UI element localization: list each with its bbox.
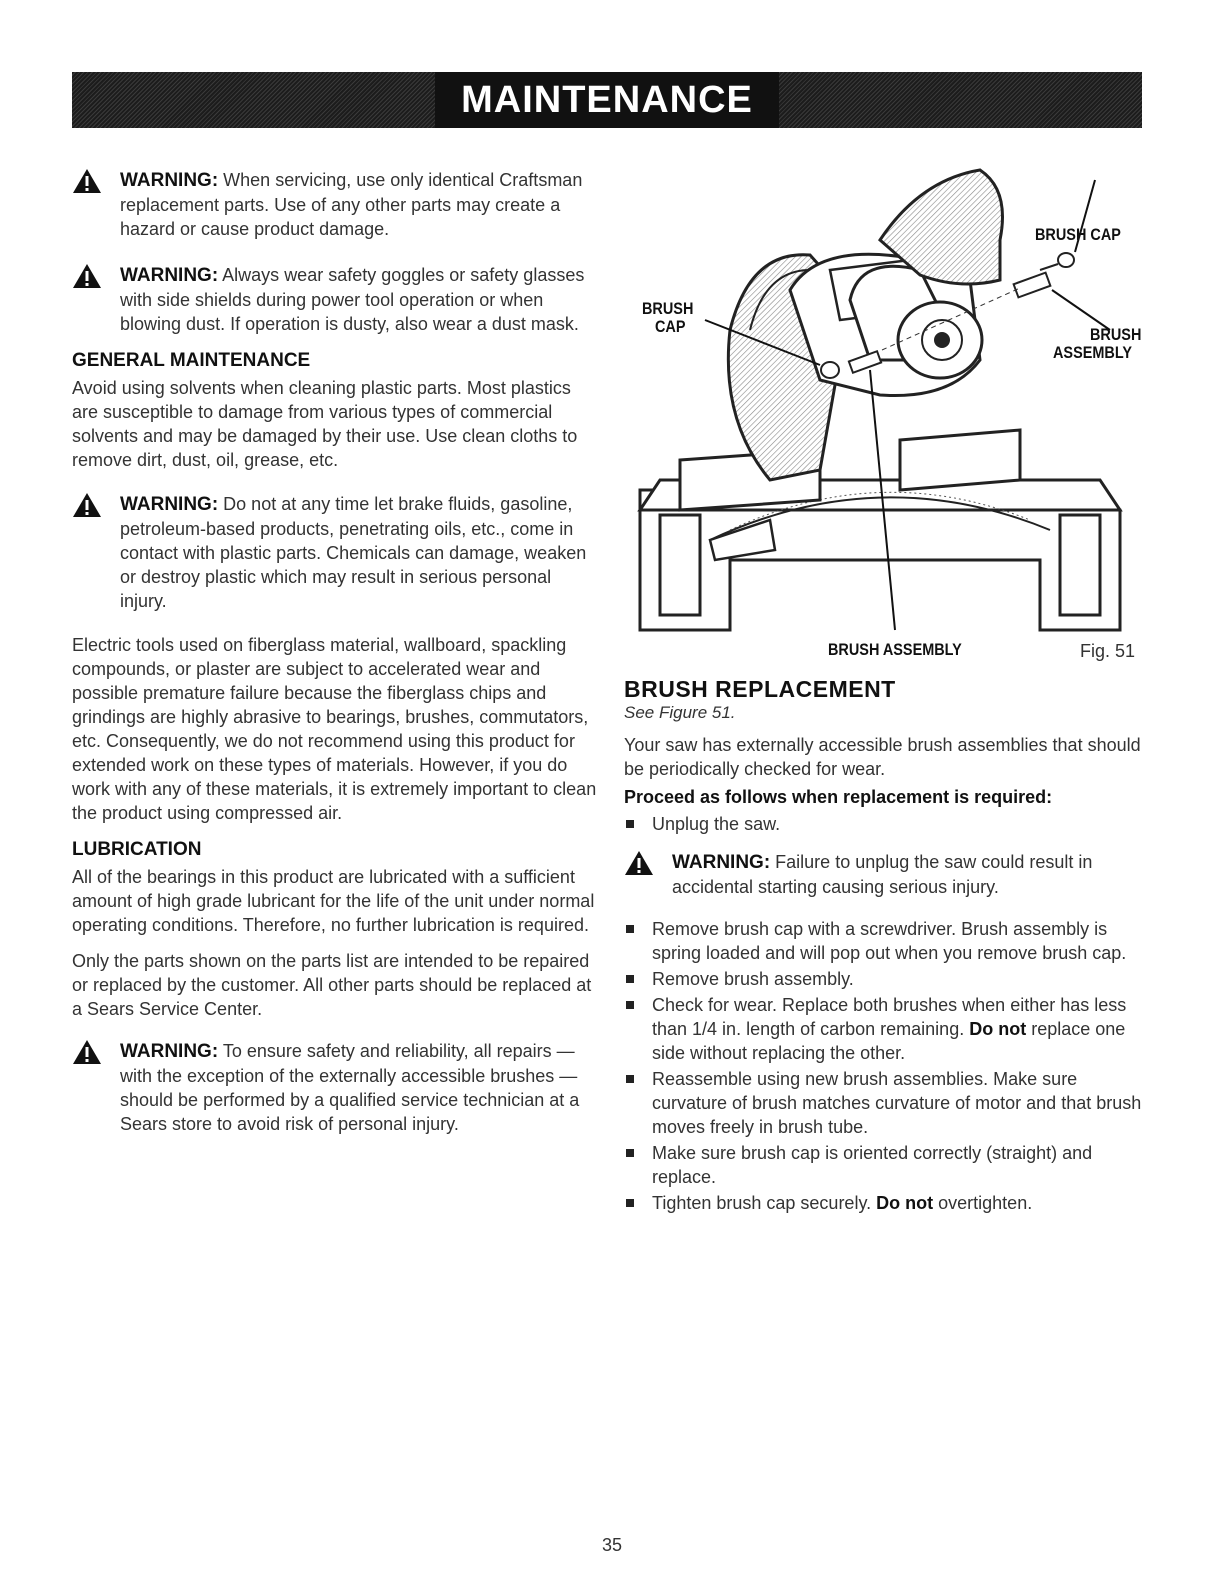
warning-unplug — [624, 850, 1149, 899]
proceed-instructions: Proceed as follows when replacement is required: — [624, 787, 1053, 807]
label-brush-cap-top: BRUSH CAP — [1035, 225, 1121, 244]
right-column — [624, 676, 1149, 1217]
page-title: MAINTENANCE — [435, 72, 779, 128]
warning-replacement-parts — [72, 168, 597, 241]
bullet-square-icon — [626, 820, 634, 828]
bullet-square-icon — [626, 1149, 634, 1157]
brush-intro-text: Your saw has externally accessible brush assemblies that should be periodically checked for wear. — [624, 735, 1141, 779]
warning-text: When servicing, use only identical Craftsman replacement parts. Use of any other parts may create a hazard or cause product damage. — [120, 170, 583, 239]
page-number: 35 — [601, 1535, 623, 1555]
list-item: Check for wear. Replace both brushes when either has less than 1/4 in. length of carbon remaining. Do not replace one side without replacing the other. — [624, 993, 1149, 1065]
list-item: Unplug the saw. — [624, 812, 1149, 836]
warning-text: To ensure safety and reliability, all repairs — with the exception of the externally accessible brushes — should be performed by a qualified service technician at a Sears store to avoid risk of personal injury. — [120, 1041, 580, 1134]
brush-replacement-heading: BRUSH REPLACEMENT — [624, 676, 896, 702]
general-maintenance-text: Avoid using solvents when cleaning plastic parts. Most plastics are susceptible to damage from various types of commercial solvents and may be damaged by their use. Use clean cloths to remove dirt, dust, oil, grease, etc. — [72, 378, 578, 470]
left-column — [72, 168, 597, 1136]
lubrication-text: All of the bearings in this product are lubricated with a sufficient amount of high grade lubricant for the life of the unit under normal operating conditions. Therefore, no further lubrication is required. — [72, 867, 595, 935]
warning-text: Always wear safety goggles or safety glasses with side shields during power tool operation or when blowing dust. If operation is dusty, also wear a dust mask. — [120, 265, 585, 334]
warning-text: Failure to unplug the saw could result in accidental starting causing serious injury. — [672, 852, 1093, 897]
bullet-square-icon — [626, 1199, 634, 1207]
label-brush-assembly-right-line2: ASSEMBLY — [1053, 343, 1132, 362]
figure-number: Fig. 51 — [1080, 641, 1136, 661]
general-maintenance-heading: GENERAL MAINTENANCE — [72, 350, 311, 371]
list-item: Tighten brush cap securely. Do not overtighten. — [624, 1191, 1149, 1215]
fiberglass-text: Electric tools used on fiberglass material, wallboard, spackling compounds, or plaster are subject to accelerated wear and possible premature failure because the fiberglass chips and grindings are highly abrasive to bearings, brushes, commutators, etc. Consequently, we do not recommend using this product for extended work on these types of materials. However, if you do work with any of these materials, it is extremely important to clean the product using compressed air. — [72, 635, 597, 823]
bullet-square-icon — [626, 1075, 634, 1083]
section-banner — [72, 72, 1142, 128]
warning-label: WARNING: — [120, 265, 219, 286]
warning-triangle-icon — [72, 168, 102, 194]
list-item: Remove brush assembly. — [624, 967, 1149, 991]
bullet-square-icon — [626, 925, 634, 933]
warning-safety-goggles — [72, 263, 597, 336]
warning-text: Do not at any time let brake fluids, gasoline, petroleum-based products, penetrating oils, etc., come in contact with plastic parts. Chemicals can damage, weaken or destroy plastic which may result in serious personal injury. — [120, 494, 587, 611]
bullet-square-icon — [626, 1001, 634, 1009]
miter-saw-figure — [620, 160, 1150, 665]
lubrication-heading: LUBRICATION — [72, 839, 202, 860]
parts-list-text: Only the parts shown on the parts list are intended to be repaired or replaced by the customer. All other parts should be replaced at a Sears Service Center. — [72, 951, 592, 1019]
warning-repairs — [72, 1039, 597, 1136]
warning-label: WARNING: — [120, 170, 219, 191]
list-item: Remove brush cap with a screwdriver. Brush assembly is spring loaded and will pop out when you remove brush cap. — [624, 917, 1149, 965]
list-item: Make sure brush cap is oriented correctly (straight) and replace. — [624, 1141, 1149, 1189]
warning-triangle-icon — [72, 263, 102, 289]
label-brush-cap-left-line2: CAP — [655, 317, 686, 336]
see-figure-note: See Figure 51. — [624, 703, 736, 722]
list-item: Reassemble using new brush assemblies. Make sure curvature of brush matches curvature of motor and that brush moves freely in brush tube. — [624, 1067, 1149, 1139]
warning-triangle-icon — [72, 1039, 102, 1065]
label-brush-assembly-bottom: BRUSH ASSEMBLY — [828, 640, 962, 659]
warning-chemicals — [72, 492, 597, 613]
bullet-square-icon — [626, 975, 634, 983]
label-brush-assembly-right-line1: BRUSH — [1090, 325, 1142, 344]
warning-triangle-icon — [624, 850, 654, 876]
warning-label: WARNING: — [672, 852, 771, 873]
label-brush-cap-left-line1: BRUSH — [642, 299, 694, 318]
replacement-steps-list — [624, 917, 1149, 1215]
warning-label: WARNING: — [120, 1041, 219, 1062]
warning-label: WARNING: — [120, 494, 219, 515]
warning-triangle-icon — [72, 492, 102, 518]
unplug-list — [624, 812, 1149, 836]
